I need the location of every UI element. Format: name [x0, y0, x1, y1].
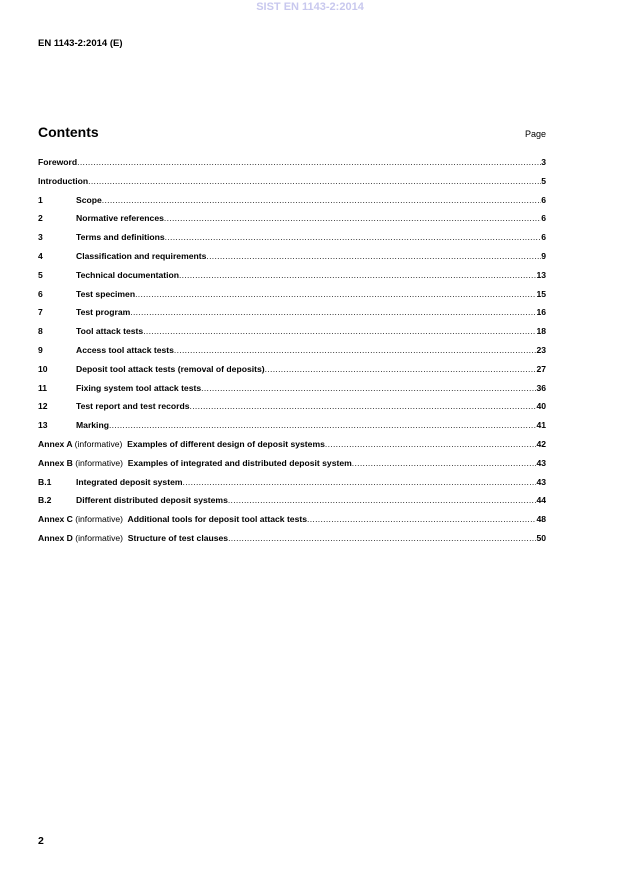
dot-leader	[174, 345, 537, 355]
dot-leader	[206, 251, 541, 261]
dot-leader	[130, 307, 536, 317]
toc-entry-number: 4	[38, 250, 43, 261]
toc-entry-title: Fixing system tool attack tests	[76, 382, 202, 393]
toc-entry[interactable]	[38, 213, 546, 232]
toc-entry-title: Normative references	[76, 213, 164, 224]
dot-leader	[307, 514, 536, 524]
toc-entry[interactable]	[38, 270, 546, 289]
toc-entry-page: 9	[541, 250, 546, 261]
dot-leader	[88, 176, 541, 186]
toc-entry-page: 6	[541, 232, 546, 243]
toc-entry-number: 11	[38, 382, 48, 393]
toc-entry[interactable]	[38, 195, 546, 214]
toc-entry-title: Access tool attack tests	[76, 344, 174, 355]
toc-entry-page: 15	[536, 288, 546, 299]
toc-entry[interactable]	[38, 514, 546, 533]
annex-label: Annex C	[38, 514, 73, 525]
dot-leader	[109, 420, 536, 430]
toc-entry-page: 5	[541, 175, 546, 186]
toc-entry-title	[38, 458, 352, 468]
toc-entry-page: 27	[536, 363, 546, 374]
annex-title: Examples of different design of deposit systems	[127, 438, 325, 449]
dot-leader	[228, 495, 537, 505]
toc-entry-title	[38, 514, 307, 524]
dot-leader	[265, 364, 537, 374]
dot-leader	[164, 213, 541, 223]
toc-entry-number: 9	[38, 344, 43, 355]
toc-entry-title: Introduction	[38, 175, 89, 186]
toc-entry[interactable]	[38, 533, 546, 552]
annex-qualifier: (informative)	[74, 438, 123, 449]
dot-leader	[143, 326, 536, 336]
toc-entry[interactable]	[38, 477, 546, 496]
toc-entry-number: 3	[38, 232, 43, 243]
toc-entry-page: 42	[536, 438, 546, 449]
annex-label: Annex A	[38, 438, 73, 449]
document-id: EN 1143-2:2014 (E)	[38, 38, 123, 49]
toc-entry-page: 6	[541, 194, 546, 205]
toc-entry-page: 6	[541, 213, 546, 224]
toc-entry-title: Integrated deposit system	[76, 476, 183, 487]
toc-entry-number: B.2	[38, 495, 52, 506]
toc-entry[interactable]	[38, 420, 546, 439]
toc-entry-page: 18	[536, 326, 546, 337]
toc-entry-title	[38, 533, 228, 543]
watermark: SIST EN 1143-2:2014	[256, 1, 364, 13]
toc-entry[interactable]	[38, 251, 546, 270]
toc-entry[interactable]	[38, 176, 546, 195]
toc-entry-title: Deposit tool attack tests (removal of deposits)	[76, 363, 265, 374]
toc-entry-page: 43	[536, 457, 546, 468]
toc-entry-number: 10	[38, 363, 48, 374]
toc-entry-page: 16	[536, 307, 546, 318]
toc-entry-page: 41	[536, 420, 546, 431]
toc-entry-number: 7	[38, 307, 43, 318]
toc-entry-number: 6	[38, 288, 43, 299]
toc-entry-page: 3	[541, 157, 546, 167]
toc-entry[interactable]	[38, 439, 546, 458]
toc-entry-title: Marking	[76, 420, 109, 431]
toc-entry-page: 13	[536, 269, 546, 280]
toc-entry-title: Test specimen	[76, 288, 136, 299]
toc-entry[interactable]	[38, 495, 546, 514]
dot-leader	[228, 533, 536, 543]
toc-entry[interactable]	[38, 401, 546, 420]
contents-heading: Contents	[38, 124, 99, 140]
toc-entry[interactable]	[38, 289, 546, 308]
toc-entry-title: Different distributed deposit systems	[76, 495, 228, 506]
toc-entry[interactable]	[38, 232, 546, 251]
annex-title: Examples of integrated and distributed deposit system	[127, 457, 352, 468]
toc-entry-page: 50	[536, 532, 546, 543]
dot-leader	[77, 157, 541, 167]
dot-leader	[165, 232, 542, 242]
dot-leader	[179, 270, 536, 280]
toc-entry-title: Technical documentation	[76, 269, 179, 280]
toc-entry-page: 36	[536, 382, 546, 393]
toc-entry[interactable]	[38, 326, 546, 345]
toc-entry[interactable]	[38, 364, 546, 383]
toc-entry[interactable]	[38, 157, 546, 176]
dot-leader	[352, 458, 537, 468]
annex-qualifier: (informative)	[75, 457, 124, 468]
toc-entry-page: 48	[536, 514, 546, 525]
annex-title: Structure of test clauses	[127, 532, 229, 543]
dot-leader	[183, 477, 537, 487]
dot-leader	[135, 289, 536, 299]
toc-entry-number: 8	[38, 326, 43, 337]
dot-leader	[190, 401, 537, 411]
toc-entry-title: Tool attack tests	[76, 326, 144, 337]
toc-entry-page: 23	[536, 344, 546, 355]
toc-entry-number: 5	[38, 269, 43, 280]
toc-entry[interactable]	[38, 383, 546, 402]
page-number: 2	[38, 835, 44, 847]
toc-entry[interactable]	[38, 458, 546, 477]
dot-leader	[201, 383, 536, 393]
toc-entry-title	[38, 439, 325, 449]
toc-entry-title: Scope	[76, 194, 102, 205]
toc-entry-number: 1	[38, 194, 43, 205]
toc-entry[interactable]	[38, 345, 546, 364]
toc-entry-title: Foreword	[38, 157, 78, 167]
toc-entry-number: B.1	[38, 476, 52, 487]
toc-entry-page: 43	[536, 476, 546, 487]
toc-entry[interactable]	[38, 307, 546, 326]
annex-label: Annex B	[38, 457, 73, 468]
page-column-label: Page	[524, 129, 546, 139]
dot-leader	[325, 439, 537, 449]
dot-leader	[102, 195, 541, 205]
toc-entry-page: 44	[536, 495, 546, 506]
toc-entry-number: 13	[38, 420, 48, 431]
annex-qualifier: (informative)	[75, 514, 124, 525]
toc-entry-title: Test report and test records	[76, 401, 190, 412]
toc-entry-title: Terms and definitions	[76, 232, 165, 243]
toc-entry-number: 12	[38, 401, 48, 412]
toc-entry-title: Classification and requirements	[76, 250, 207, 261]
toc-entry-number: 2	[38, 213, 43, 224]
annex-qualifier: (informative)	[75, 532, 124, 543]
toc-entry-page: 40	[536, 401, 546, 412]
annex-label: Annex D	[38, 532, 73, 543]
toc-entry-title: Test program	[76, 307, 131, 318]
annex-title: Additional tools for deposit tool attack tests	[127, 514, 308, 525]
table-of-contents	[38, 157, 546, 552]
